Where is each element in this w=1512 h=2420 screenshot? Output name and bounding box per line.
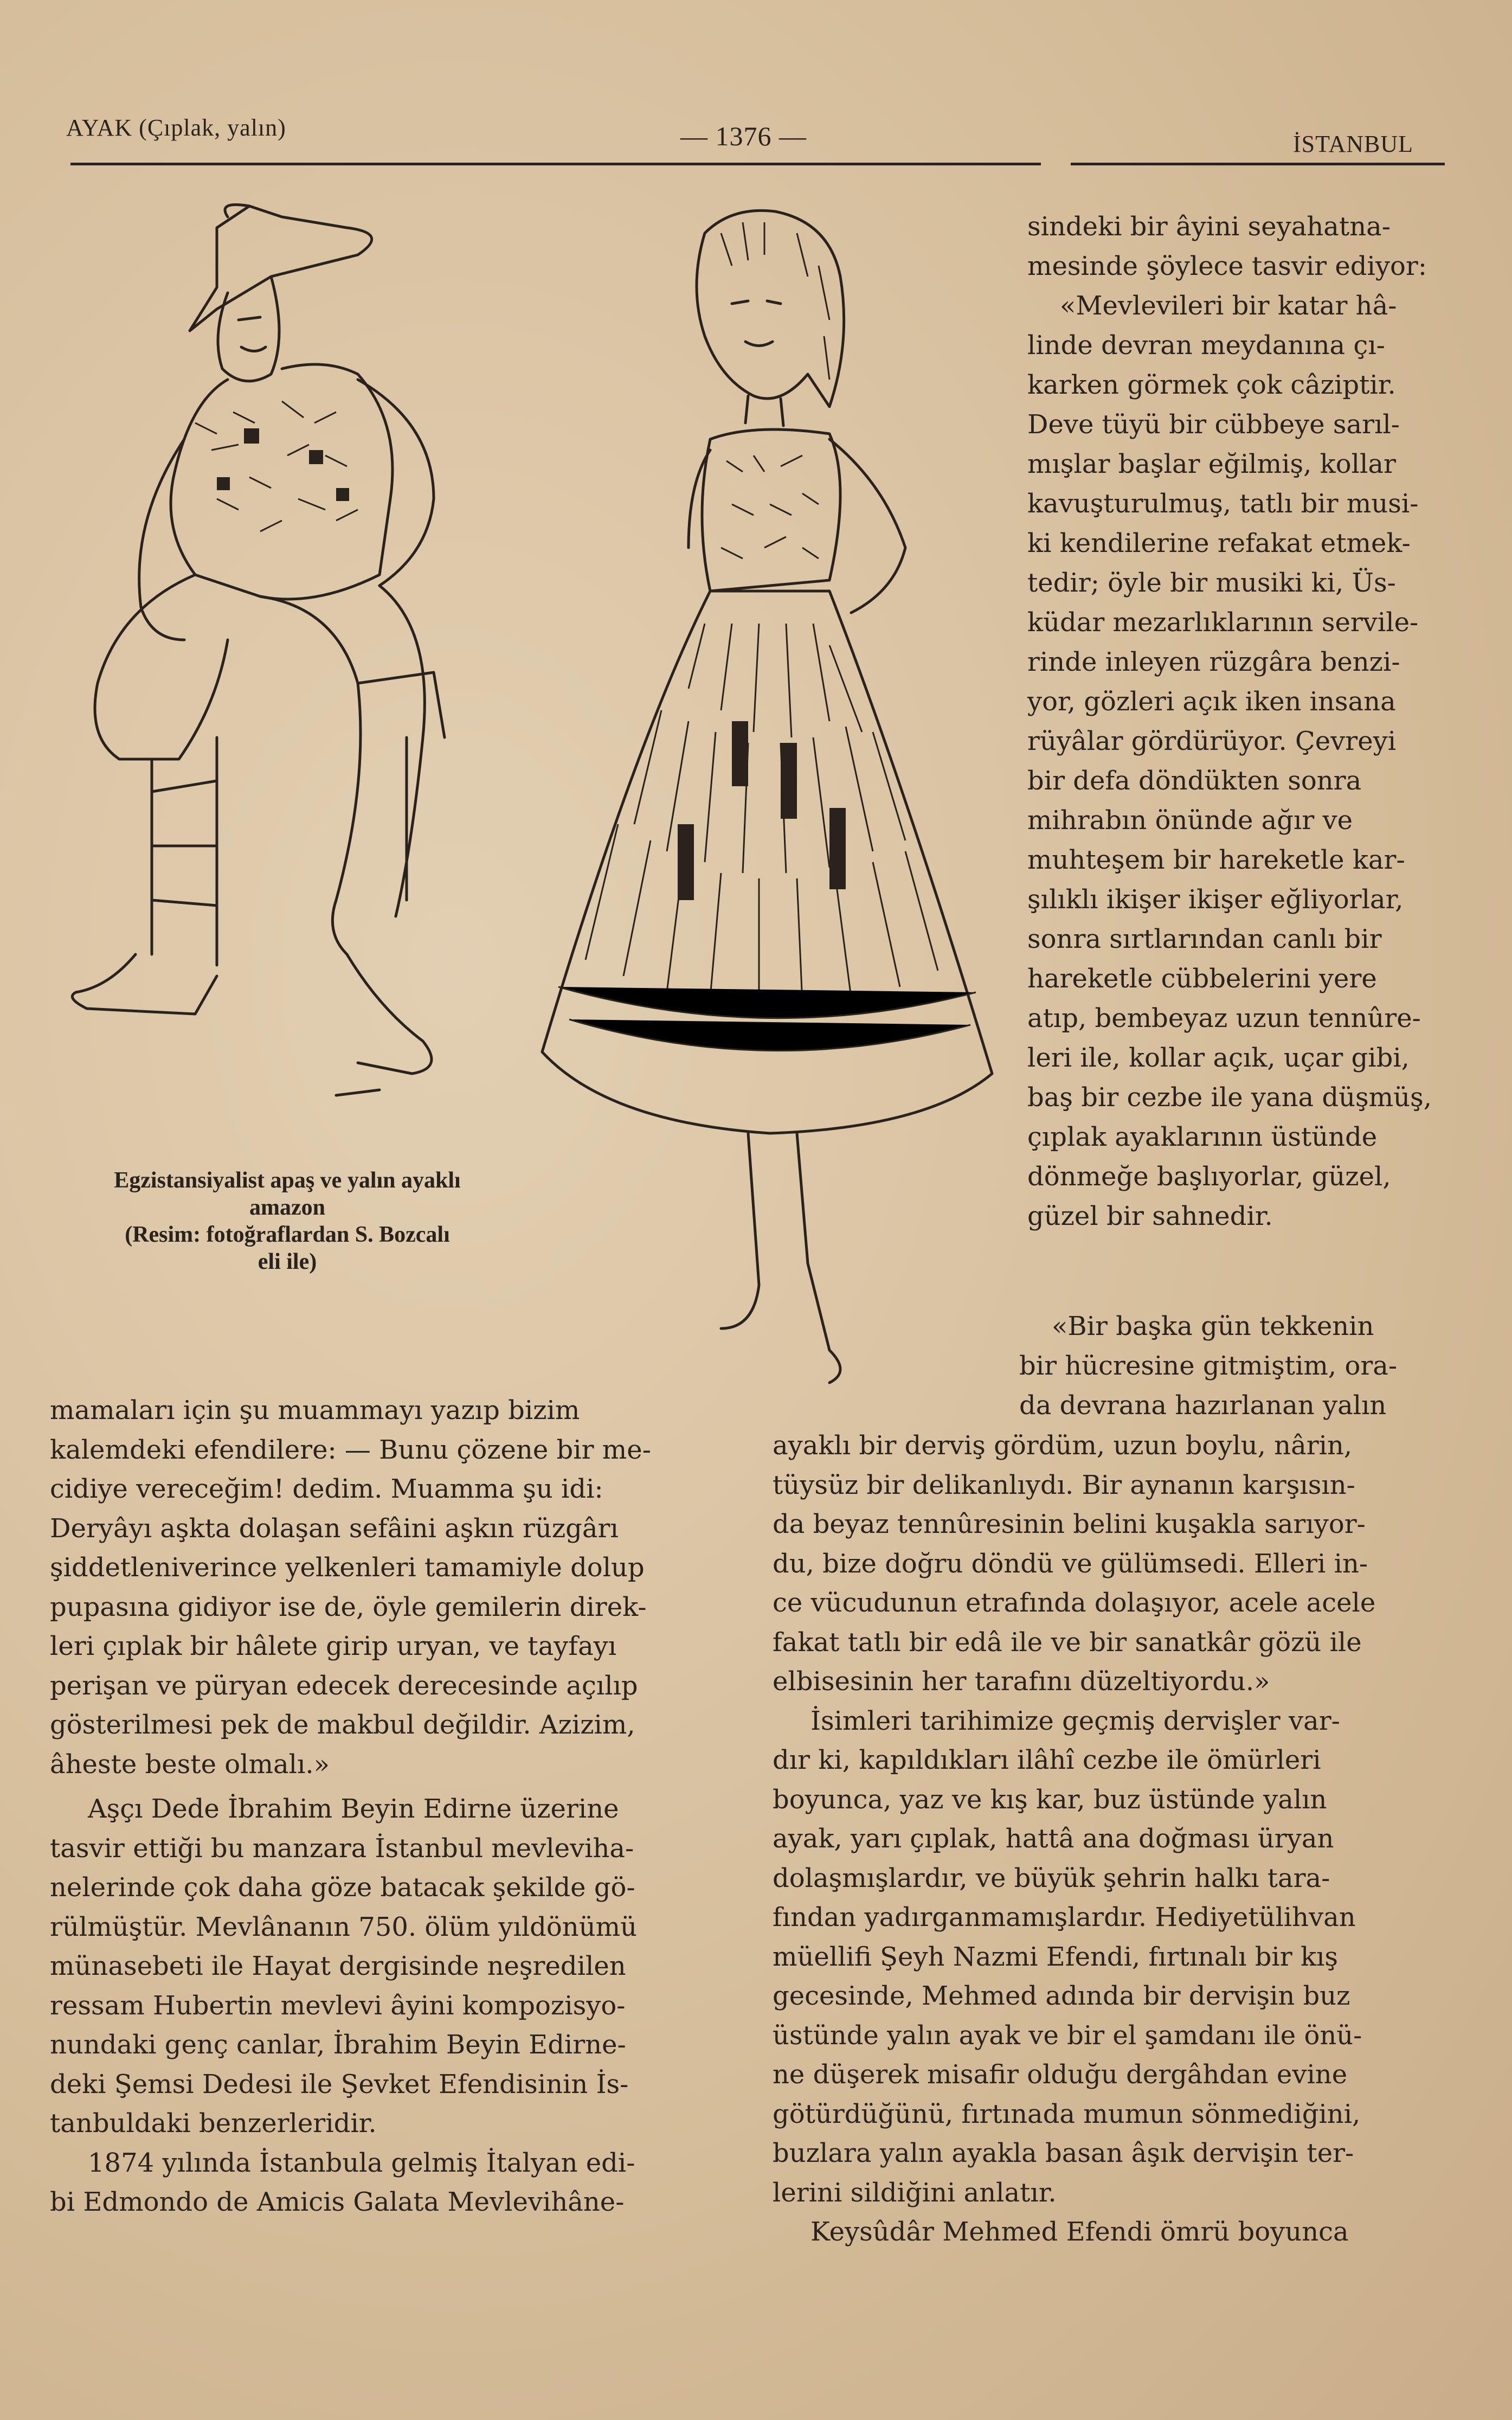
text-line: leri çıplak bir hâlete girip uryan, ve tayfayı: [50, 1631, 617, 1661]
text-line: küdar mezarlıklarının servile-: [1027, 607, 1419, 638]
text-line: sonra sırtlarından canlı bir: [1027, 924, 1382, 954]
text-line: lerini sildiğini anlatır.: [773, 2177, 1057, 2208]
text-line: mesinde şöylece tasvir ediyor:: [1027, 251, 1427, 281]
text-line: bi Edmondo de Amicis Galata Mevlevihâne-: [50, 2187, 625, 2217]
header-rule-left: [70, 163, 1041, 165]
text-line: 1874 yılında İstanbula gelmiş İtalyan edi-: [88, 2147, 635, 2178]
text-line: sindeki bir âyini seyahatna-: [1027, 211, 1391, 242]
text-line: rinde inleyen rüzgâra benzi-: [1027, 647, 1400, 677]
text-line: pupasına gidiyor ise de, öyle gemilerin direk-: [50, 1591, 647, 1622]
text-line: boyunca, yaz ve kış kar, buz üstünde yalın: [773, 1784, 1327, 1815]
right-column-top: [1027, 207, 1450, 1236]
text-line: yor, gözleri açık iken insana: [1027, 686, 1396, 717]
text-line: kavuşturulmuş, tatlı bir musi-: [1027, 489, 1419, 519]
text-line: da devrana hazırlanan yalın: [1019, 1390, 1387, 1421]
caption-line: (Resim: fotoğraflardan S. Bozcalı: [125, 1222, 450, 1247]
text-line: deki Şemsi Dedesi ile Şevket Efendisinin İs-: [50, 2069, 629, 2100]
text-line: götürdüğünü, fırtınada mumun sönmediğini,: [773, 2098, 1361, 2129]
text-line: ki kendilerine refakat etmek-: [1027, 528, 1411, 559]
text-line: müellifi Şeyh Nazmi Efendi, fırtınalı bir kış: [773, 1941, 1339, 1972]
text-line: tasvir ettiği bu manzara İstanbul mevleviha-: [50, 1833, 634, 1864]
text-line: tedir; öyle bir musiki ki, Üs-: [1027, 568, 1396, 598]
text-line: Deve tüyü bir cübbeye sarıl-: [1027, 409, 1400, 440]
text-line: nundaki genç canlar, İbrahim Beyin Edirne-: [50, 2030, 626, 2060]
text-line: tüysüz bir delikanlıydı. Bir aynanın karşısın-: [773, 1469, 1355, 1500]
caption-line: Egzistansiyalist apaş ve yalın ayaklı: [114, 1168, 461, 1193]
text-line: dönmeğe başlıyorlar, güzel,: [1027, 1161, 1391, 1192]
caption-line: amazon: [249, 1195, 325, 1220]
text-line: güzel bir sahnedir.: [1027, 1201, 1273, 1231]
caption-line: eli ile): [258, 1249, 317, 1274]
text-line: dır ki, kapıldıkları ilâhî cezbe ile ömürleri: [773, 1745, 1321, 1775]
text-line: ayak, yarı çıplak, hattâ ana doğması üryan: [773, 1824, 1334, 1854]
text-line: İsimleri tarihimize geçmiş dervişler var-: [810, 1705, 1340, 1736]
text-line: baş bir cezbe ile yana düşmüş,: [1027, 1082, 1432, 1113]
running-head-left: AYAK (Çıplak, yalın): [66, 114, 286, 141]
illustration-caption: [38, 1167, 537, 1275]
text-line: hareketle cübbelerini yere: [1027, 964, 1377, 994]
header-rule-right: [1071, 163, 1445, 165]
text-line: atıp, bembeyaz uzun tennûre-: [1027, 1003, 1421, 1034]
text-line: da beyaz tennûresinin belini kuşakla sarıyor-: [773, 1509, 1366, 1539]
text-line: mışlar başlar eğilmiş, kollar: [1027, 449, 1396, 479]
text-line: üstünde yalın ayak ve bir el şamdanı ile önü-: [773, 2020, 1362, 2051]
text-line: cidiye vereceğim! dedim. Muamma şu idi:: [50, 1474, 603, 1504]
text-line: perişan ve püryan edecek derecesinde açılıp: [50, 1670, 638, 1701]
right-column-bottom: [773, 1426, 1439, 2252]
text-line: kalemdeki efendilere: — Bunu çözene bir me-: [50, 1434, 651, 1465]
page-number: — 1376 —: [680, 121, 807, 151]
text-line: Deryâyı aşkta dolaşan sefâini aşkın rüzgârı: [50, 1513, 619, 1544]
text-line: şiddetleniverince yelkenleri tamamiyle dolup: [50, 1552, 645, 1583]
text-line: «Bir başka gün tekkenin: [1052, 1311, 1374, 1341]
text-line: du, bize doğru döndü ve gülümsedi. Elleri in-: [773, 1548, 1368, 1579]
text-line: ne düşerek misafir olduğu dergâhdan evine: [773, 2059, 1348, 2090]
text-line: leri ile, kollar açık, uçar gibi,: [1027, 1043, 1410, 1073]
text-line: elbisesinin her tarafını düzeltiyordu.»: [773, 1666, 1270, 1697]
text-line: rülmüştür. Mevlânanın 750. ölüm yıldönümü: [50, 1911, 638, 1942]
text-line: gecesinde, Mehmed adında bir dervişin buz: [773, 1981, 1350, 2011]
illustration-woman: [526, 201, 1014, 1426]
text-line: mihrabın önünde ağır ve: [1027, 805, 1353, 836]
text-line: Aşçı Dede İbrahim Beyin Edirne üzerine: [88, 1794, 619, 1824]
text-line: karken görmek çok câziptir.: [1027, 370, 1396, 400]
text-line: bir hücresine gitmiştim, ora-: [1019, 1351, 1398, 1381]
text-line: muhteşem bir hareketle kar-: [1027, 845, 1405, 875]
text-line: münasebeti ile Hayat dergisinde neşredilen: [50, 1951, 626, 1981]
illustration-seated-man: [54, 195, 542, 1139]
text-line: mamaları için şu muammayı yazıp bizim: [50, 1395, 580, 1426]
text-line: çıplak ayaklarının üstünde: [1027, 1122, 1378, 1152]
text-line: ressam Hubertin mevlevi âyini kompozisyo-: [50, 1990, 626, 2021]
left-column-text: [50, 1391, 714, 2222]
text-line: linde devran meydanına çı-: [1027, 330, 1385, 361]
text-line: fından yadırganmamışlardır. Hediyetülihvan: [773, 1902, 1356, 1933]
right-column-mid: [1019, 1307, 1442, 1426]
text-line: tanbuldaki benzerleridir.: [50, 2108, 377, 2139]
text-line: buzlara yalın ayakla basan âşık dervişin ter-: [773, 2138, 1354, 2168]
text-line: dolaşmışlardır, ve büyük şehrin halkı tara-: [773, 1863, 1330, 1893]
text-line: şılıklı ikişer ikişer eğliyorlar,: [1027, 884, 1404, 915]
text-line: âheste beste olmalı.»: [50, 1749, 330, 1780]
text-line: ayaklı bir derviş gördüm, uzun boylu, nârin,: [773, 1430, 1353, 1461]
text-line: gösterilmesi pek de makbul değildir. Azizim,: [50, 1710, 635, 1740]
text-line: bir defa döndükten sonra: [1027, 766, 1362, 796]
text-line: fakat tatlı bir edâ ile ve bir sanatkâr gözü ile: [773, 1627, 1362, 1658]
text-line: nelerinde çok daha göze batacak şekilde gö-: [50, 1872, 635, 1903]
text-line: ce vücudunun etrafında dolaşıyor, acele acele: [773, 1588, 1376, 1618]
text-line: Keysûdâr Mehmed Efendi ömrü boyunca: [810, 2217, 1349, 2247]
running-head-right: İSTANBUL: [1293, 131, 1414, 157]
text-line: «Mevlevileri bir katar hâ-: [1060, 291, 1397, 321]
text-line: rüyâlar gördürüyor. Çevreyi: [1027, 726, 1397, 756]
